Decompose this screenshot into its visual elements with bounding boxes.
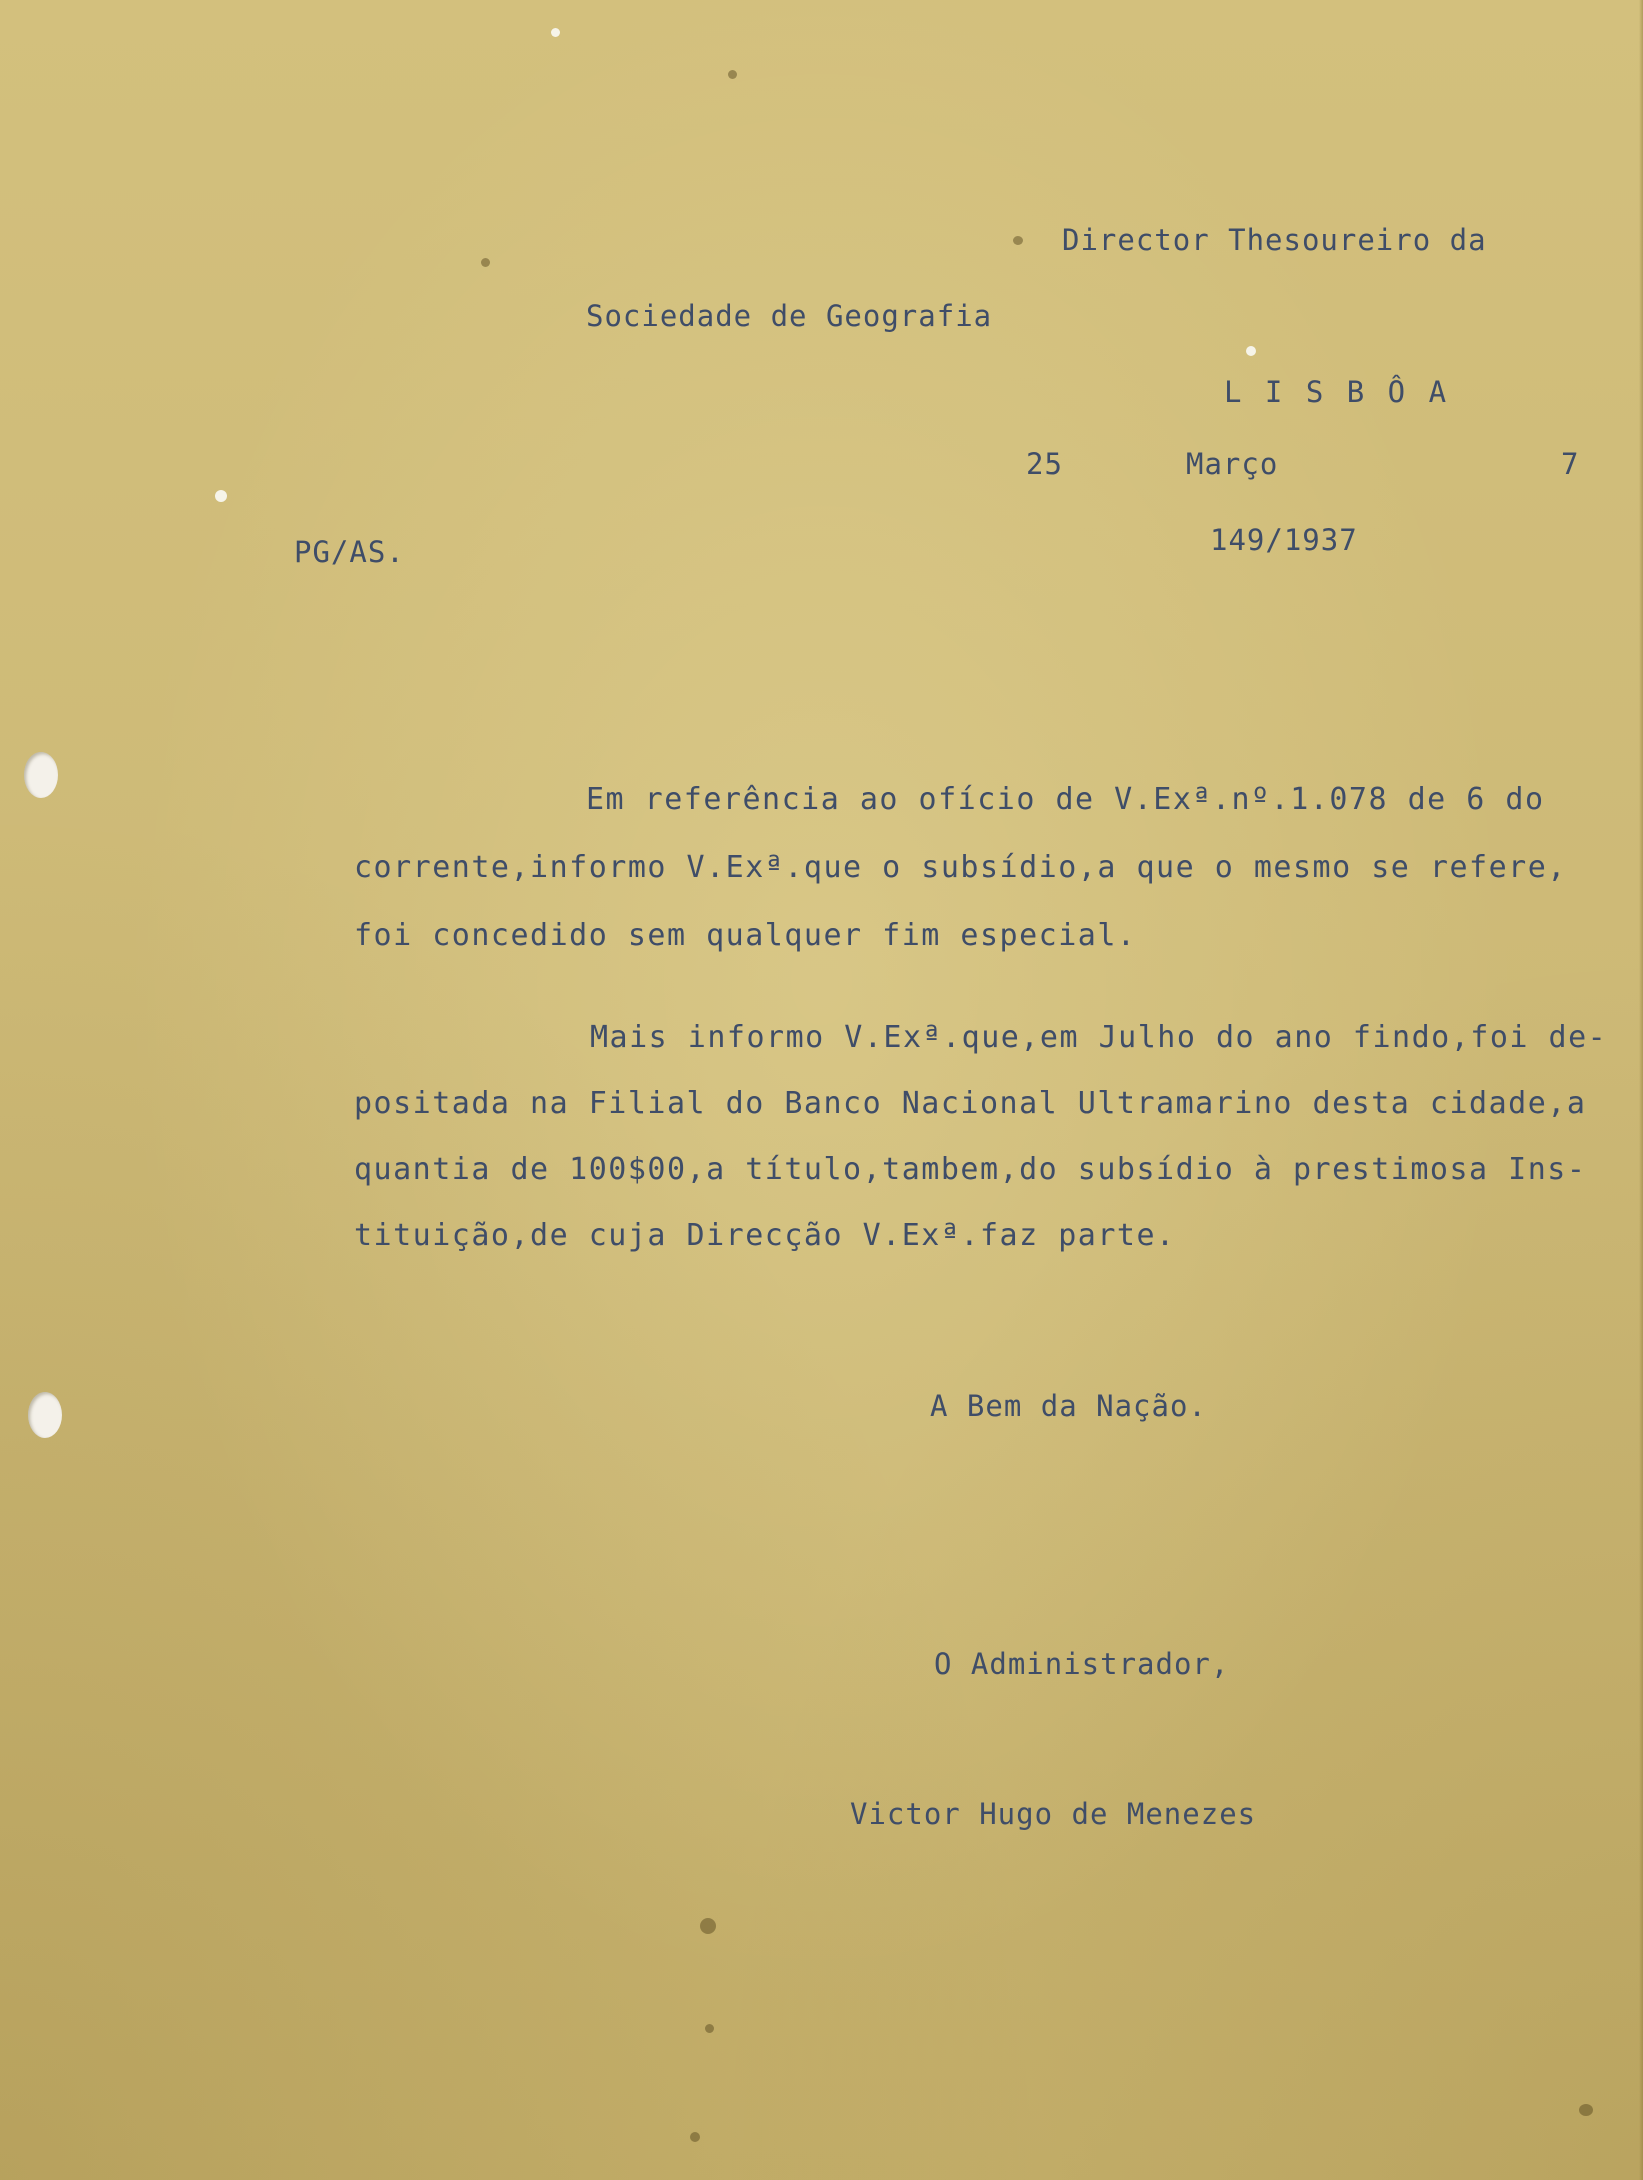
paper-speck [705,2024,714,2033]
paper-speck [690,2132,700,2142]
closing-salutation: A Bem da Nação. [930,1389,1207,1423]
city: L I S B Ô A [1224,375,1450,409]
paper-speck [481,258,490,267]
date-year: 7 [1561,447,1580,481]
body-line: quantia de 100$00,a título,tambem,do subsídio à prestimosa Ins- [354,1152,1587,1187]
page-edge [1639,0,1643,2180]
reference-code: PG/AS. [294,535,405,569]
body-line: Mais informo V.Exª.que,em Julho do ano findo,foi de- [590,1020,1608,1055]
body-line: corrente,informo V.Exª.que o subsídio,a que o mesmo se refere, [354,850,1567,885]
punch-hole-top [24,752,58,798]
document-number: 149/1937 [1210,523,1358,557]
punch-hole-bottom [28,1392,62,1438]
paper-speck [1246,346,1256,356]
body-line: Em referência ao ofício de V.Exª.nº.1.078 de 6 do [586,782,1545,817]
paper-speck [551,28,560,37]
signatory-title: O Administrador, [934,1647,1230,1681]
body-line: foi concedido sem qualquer fim especial. [354,918,1137,953]
body-line: positada na Filial do Banco Nacional Ultramarino desta cidade,a [354,1086,1587,1121]
paper-speck [215,490,227,502]
signatory-name: Victor Hugo de Menezes [850,1797,1257,1831]
paper-speck [1579,2104,1593,2116]
recipient-line-2: Sociedade de Geografia [586,299,993,333]
paper-speck [1013,236,1023,245]
recipient-line-1: Director Thesoureiro da [1062,223,1487,257]
paper-speck [700,1918,716,1934]
date-day: 25 [1026,447,1063,481]
date-month: Março [1186,447,1279,481]
body-line: tituição,de cuja Direcção V.Exª.faz parte. [354,1218,1176,1253]
paper-speck [728,70,737,79]
